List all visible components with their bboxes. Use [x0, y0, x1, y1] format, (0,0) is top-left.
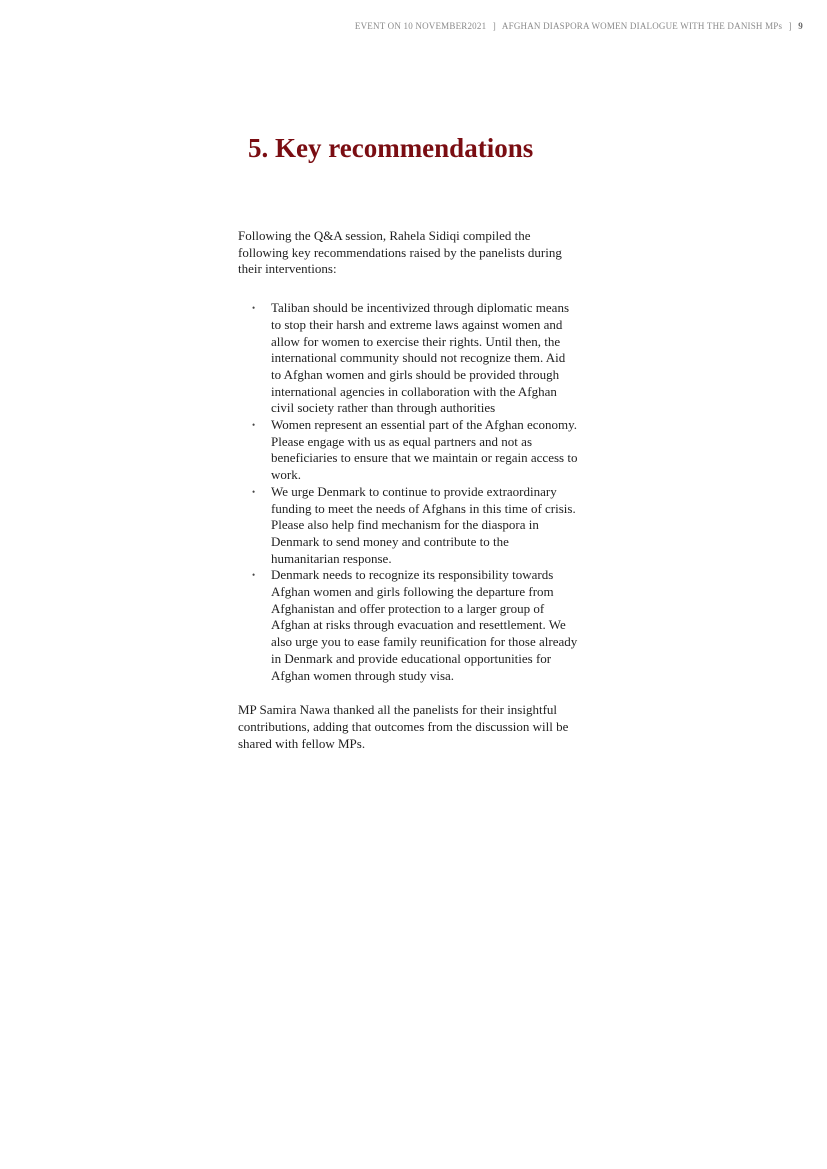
- bullet-icon: •: [252, 420, 256, 431]
- list-item: [252, 483, 578, 568]
- recommendation-text: We urge Denmark to continue to provide extraordinary funding to meet the needs of Afghans in this time of crisis. Please also help find mechanism for the diaspora in Denmark to send money and contribute to the humanitarian response.: [271, 483, 576, 566]
- list-item: [252, 300, 578, 417]
- recommendations-list: [238, 300, 578, 684]
- running-header: [355, 21, 803, 31]
- bullet-icon: •: [252, 486, 256, 497]
- bullet-icon: •: [252, 303, 256, 314]
- header-separator: ]: [788, 21, 792, 31]
- intro-paragraph: Following the Q&A session, Rahela Sidiqi compiled the following key recommendations raised by the panelists during their interventions:: [238, 228, 562, 277]
- page-number: 9: [798, 21, 803, 31]
- content-body: [238, 228, 578, 752]
- list-item: [252, 567, 578, 684]
- closing-paragraph: MP Samira Nawa thanked all the panelists for their insightful contributions, adding that outcomes from the discussion will be shared with fellow MPs.: [238, 702, 569, 751]
- recommendation-text: Taliban should be incentivized through diplomatic means to stop their harsh and extreme laws against women and allow for women to exercise their rights. Until then, the international community should not recognize them. Aid to Afghan women and girls should be provided through international agencies in collaboration with the Afghan civil society rather than through authorities: [271, 300, 570, 416]
- recommendation-text: Women represent an essential part of the Afghan economy. Please engage with us as equal partners and not as beneficiaries to ensure that we maintain or regain access to work.: [271, 417, 578, 483]
- header-title: AFGHAN DIASPORA WOMEN DIALOGUE WITH THE DANISH MPs: [501, 21, 783, 31]
- bullet-icon: •: [252, 570, 256, 581]
- recommendation-text: Denmark needs to recognize its responsibility towards Afghan women and girls following the departure from Afghanistan and offer protection to a larger group of Afghan at risks through evacuation and resettlement. We also urge you to ease family reunification for those already in Denmark and provide educational opportunities for Afghan women through study visa.: [271, 567, 578, 683]
- section-title: 5. Key recommendations: [248, 133, 534, 163]
- header-event: EVENT ON 10 NOVEMBER2021: [354, 21, 487, 31]
- list-item: [252, 417, 578, 484]
- header-separator: ]: [492, 21, 496, 31]
